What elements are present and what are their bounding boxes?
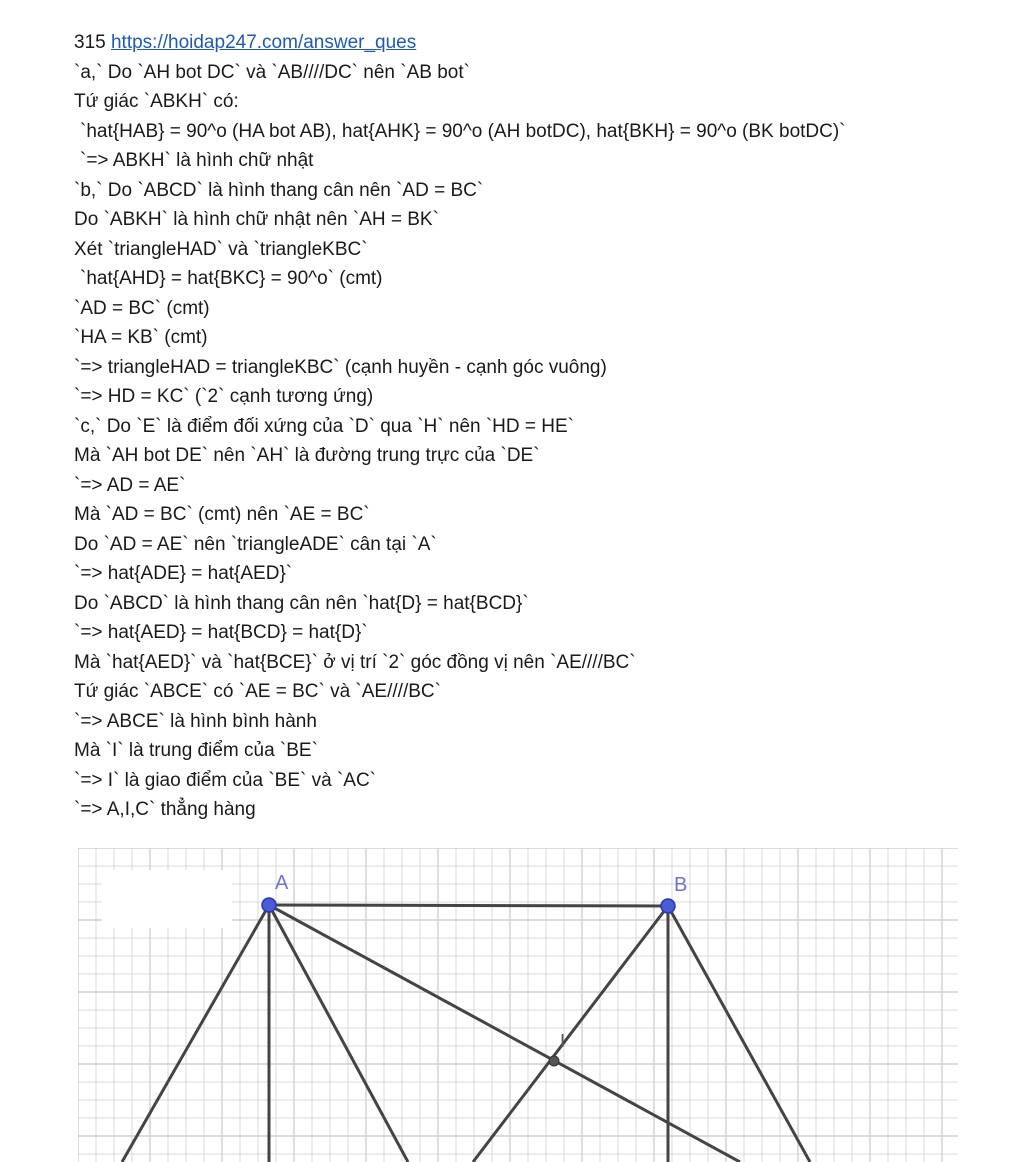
text-line: `hat{AHD} = hat{BKC} = 90^o` (cmt) [80,268,383,289]
text-line: `=> ABKH` là hình chữ nhật [80,150,314,171]
text-line: `a,` Do `AH bot DC` và `AB////DC` nên `AB bot` [74,62,470,83]
text-line: `HA = KB` (cmt) [74,327,208,348]
reference-link[interactable]: https://hoidap247.com/answer_ques [110,32,417,53]
segment-be [473,906,668,1162]
label-i: I [560,1031,566,1051]
text-line: Mà `AD = BC` (cmt) nên `AE = BC` [74,504,370,525]
geometry-figure [78,848,958,1162]
text-line: Mà `hat{AED}` và `hat{BCE}` ở vị trí `2` góc đồng vị nên `AE////BC` [74,652,636,673]
segment-ab [269,905,668,906]
text-line: Tứ giác `ABCE` có `AE = BC` và `AE////BC` [74,681,441,702]
text-line: `b,` Do `ABCD` là hình thang cân nên `AD = BC` [74,180,484,201]
text-line: Mà `I` là trung điểm của `BE` [74,740,318,761]
segments [122,905,810,1162]
text-line: Tứ giác `ABKH` có: [74,91,239,112]
point-a [262,898,276,912]
text-line: `=> ABCE` là hình bình hành [74,711,317,732]
text-line: Xét `triangleHAD` và `triangleKBC` [74,239,368,260]
text-line: `=> HD = KC` (`2` cạnh tương ứng) [74,386,374,407]
label-a: A [275,872,289,894]
text-line: `c,` Do `E` là điểm đối xứng của `D` qua `H` nên `HD = HE` [74,416,575,437]
label-b: B [674,874,688,896]
text-line: `=> triangleHAD = triangleKBC` (cạnh huyền - cạnh góc vuông) [74,357,607,378]
geometry-canvas [78,848,958,1162]
reference-number: 315 [74,32,106,53]
text-line: `=> A,I,C` thẳng hàng [74,799,256,820]
blank-patch [102,870,232,928]
segment-bc [668,906,810,1162]
reference-line [74,32,416,54]
text-line: Do `AD = AE` nên `triangleADE` cân tại `A` [74,534,437,555]
text-line: `=> AD = AE` [74,475,186,496]
text-line: `AD = BC` (cmt) [74,298,210,319]
text-line: Do `ABKH` là hình chữ nhật nên `AH = BK` [74,209,439,230]
text-line: `=> hat{AED} = hat{BCD} = hat{D}` [74,622,368,643]
text-line: `=> I` là giao điểm của `BE` và `AC` [74,770,376,791]
segment-ad [122,905,269,1162]
text-line: Do `ABCD` là hình thang cân nên `hat{D} = hat{BCD}` [74,593,529,614]
point-b [661,899,675,913]
point-i [549,1056,559,1066]
text-line: `hat{HAB} = 90^o (HA bot AB), hat{AHK} = 90^o (AH botDC), hat{BKH} = 90^o (BK botDC)` [80,121,846,142]
text-line: Mà `AH bot DE` nên `AH` là đường trung trực của `DE` [74,445,540,466]
text-line: `=> hat{ADE} = hat{AED}` [74,563,293,584]
